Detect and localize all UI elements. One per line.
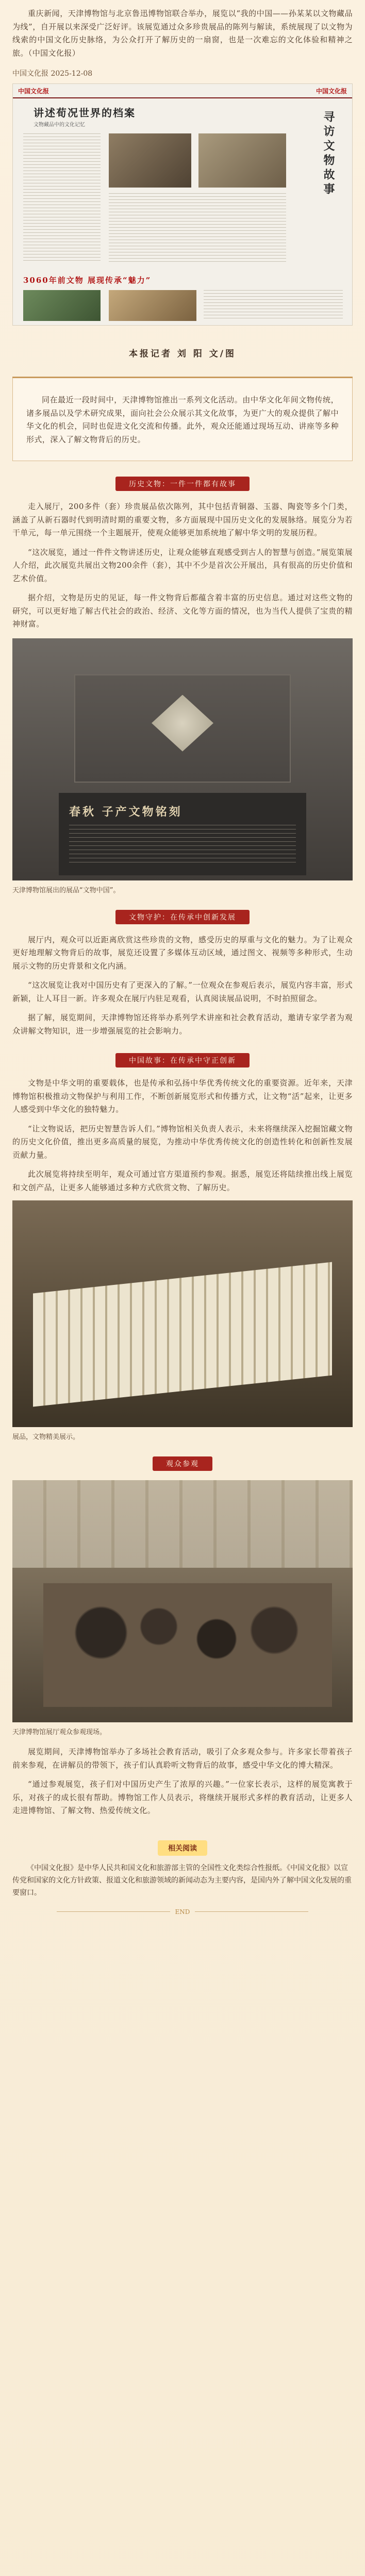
newspaper-bottom-title: 3060年前文物 展现传承“魅力” <box>23 276 152 285</box>
section-paragraph: 展厅内，观众可以近距离欣赏这些珍贵的文物，感受历史的厚重与文化的魅力。为了让观众更好地理解文物背后的故事，展览还设置了多媒体互动区域，通过图文、视频等多种形式，生动展示文物的历史背景和文化内涵。 <box>12 935 353 971</box>
related-reading-tag <box>12 1840 353 1856</box>
newspaper-photo <box>109 133 191 188</box>
divider <box>57 1911 170 1912</box>
section-banner <box>12 1456 353 1471</box>
intro-section <box>12 0 353 78</box>
photo-caption: 展品，文物精美展示。 <box>12 1433 80 1441</box>
box-paragraph: 同在最近一段时间中，天津博物馆推出一系列文化活动。由中华文化年间文物传统，诸多展品以及学术研究成果，面向社会公众展示其文化故事，为更广大的观众提供了解中华文化的机会，同时也促进文化交流和传播。此外，观众还能通过现场互动、讲座等多种形式，深入了解文物背后的历史。 <box>26 395 339 444</box>
visitors-crowd <box>43 1583 332 1707</box>
section-paragraph: 展览期间，天津博物馆举办了多场社会教育活动，吸引了众多观众参与。许多家长带着孩子前来参观，在讲解员的带领下，孩子们认真聆听文物背后的故事，感受中华文化的博大精深。 <box>12 1747 353 1770</box>
section-banner-label: 观众参观 <box>153 1456 212 1471</box>
newspaper-header-right: 中国文化报 <box>316 87 347 95</box>
section-paragraph: 此次展览将持续至明年，观众可通过官方渠道预约参观。据悉，展览还将陆续推出线上展览和文创产品，让更多人能够通过多种方式欣赏文物、了解历史。 <box>12 1170 353 1192</box>
newspaper-title: 讲述荀况世界的档案 <box>34 107 136 119</box>
exhibit-photo-2 <box>12 1200 353 1427</box>
article-end-marker <box>12 1908 353 1916</box>
newspaper-header-left: 中国文化报 <box>18 87 49 95</box>
bamboo-slips-artifact <box>33 1262 332 1407</box>
section-paragraph: 文物是中华文明的重要载体，也是传承和弘扬中华优秀传统文化的重要资源。近年来，天津博物馆积极推动文物保护与利用工作，不断创新展览形式和传播方式，让文物“活”起来，让更多人感受到中华文化的独特魅力。 <box>12 1078 353 1114</box>
intro-box <box>12 378 353 461</box>
section-paragraph: 走入展厅，200多件（套）珍贵展品依次陈列，其中包括青铜器、玉器、陶瓷等多个门类，涵盖了从新石器时代到明清时期的重要文物，多方面展现中国历史文化的发展脉络。展览分为若干单元，每一单元围绕一个主题展开，使观众能够更加系统地了解中华文明的发展历程。 <box>12 502 353 537</box>
related-reading <box>12 1862 353 1899</box>
section-banner <box>12 477 353 491</box>
intro-paragraph: 重庆新闻，天津博物馆与北京鲁迅博物馆联合举办，展览以“我的中国——孙某某以文物藏品为线”，自开展以来深受广泛好评。该展览通过众多珍贵展品的陈列与解读，系统展现了以文物为线索的中国文化历史脉络，为公众打开了解历史的一扇窗，也是一次难忘的文化体验和精神之旅。（中国文化报） <box>12 9 353 58</box>
section-banner <box>12 1053 353 1067</box>
section-banner-label: 文物守护：在传承中创新发展 <box>115 910 250 924</box>
section-banner-label: 历史文物：一件一件都有故事 <box>115 477 250 491</box>
exhibit-sign-text <box>69 825 296 866</box>
section-paragraph: 据了解，展览期间，天津博物馆还将举办系列学术讲座和社会教育活动，邀请专家学者为观众讲解文物知识，进一步增强展览的社会影响力。 <box>12 1013 353 1036</box>
related-reading-text: 《中国文化报》是中华人民共和国文化和旅游部主管的全国性文化类综合性报纸。《中国文化报》以宣传党和国家的文化方针政策、报道文化和旅游领域的新闻动态为主要内容，是国内外了解中国文化发展的重要窗口。 <box>12 1863 352 1897</box>
newspaper-text-column <box>23 133 101 262</box>
section-paragraph: “这次展览让我对中国历史有了更深入的了解。”一位观众在参观后表示，展览内容丰富，形式新颖，让人耳目一新。许多观众在展厅内驻足观看，认真阅读展品说明，不时拍照留念。 <box>12 980 353 1003</box>
visitors-photo <box>12 1480 353 1722</box>
newspaper-photo <box>23 290 101 321</box>
divider <box>195 1911 308 1912</box>
photo-caption: 天津博物馆展厅观众参观现场。 <box>12 1728 107 1736</box>
related-reading-label: 相关阅读 <box>158 1840 207 1856</box>
section-banner-label: 中国故事：在传承中守正创新 <box>115 1053 250 1067</box>
newspaper-photo <box>109 290 196 321</box>
section-banner <box>12 910 353 924</box>
section-paragraph: “通过参观展览，孩子们对中国历史产生了浓厚的兴趣。”一位家长表示，这样的展览寓教于乐，对孩子的成长很有帮助。博物馆工作人员表示，将继续开展形式多样的教育活动，让更多人走进博物馆、了解文物、热爱传统文化。 <box>12 1780 353 1815</box>
section-paragraph: “这次展览，通过一件件文物讲述历史，让观众能够直观感受到古人的智慧与创造。”展览策展人介绍，此次展览共展出文物200余件（套），其中不少是首次公开展出，具有很高的历史价值和艺术价值。 <box>12 547 353 583</box>
photo-caption: 天津博物馆展出的展品“文物中国”。 <box>12 886 120 894</box>
newspaper-clipping-image <box>12 83 353 326</box>
source-date: 中国文化报 2025-12-08 <box>12 70 93 78</box>
newspaper-vertical-title: 寻访文物故事 <box>322 111 335 197</box>
exhibit-sign-title: 春秋 子产文物铭刻 <box>69 805 182 819</box>
exhibit-photo-1 <box>12 638 353 880</box>
newspaper-photo <box>198 133 286 188</box>
wall-panels <box>12 1480 353 1568</box>
section-paragraph: “让文物说话，把历史智慧告诉人们。”博物馆相关负责人表示，未来将继续深入挖掘馆藏文物的历史文化价值，推出更多高质量的展览，为推动中华优秀传统文化的创造性转化和创新性发展贡献力量。 <box>12 1124 353 1160</box>
newspaper-text-column <box>204 290 343 321</box>
end-label: END <box>175 1908 190 1916</box>
section-paragraph: 据介绍，文物是历史的见证，每一件文物背后都蕴含着丰富的历史信息。通过对这些文物的研究，可以更好地了解古代社会的政治、经济、文化等方面的情况，也为当代人提供了宝贵的精神财富。 <box>12 593 353 629</box>
byline: 本报记者 刘 阳 文/图 <box>129 349 236 359</box>
newspaper-subtitle: 文物藏品中的文化记忆 <box>34 122 85 128</box>
exhibit-sign <box>59 793 306 875</box>
newspaper-text-column <box>109 193 286 262</box>
newspaper-header <box>13 84 352 98</box>
